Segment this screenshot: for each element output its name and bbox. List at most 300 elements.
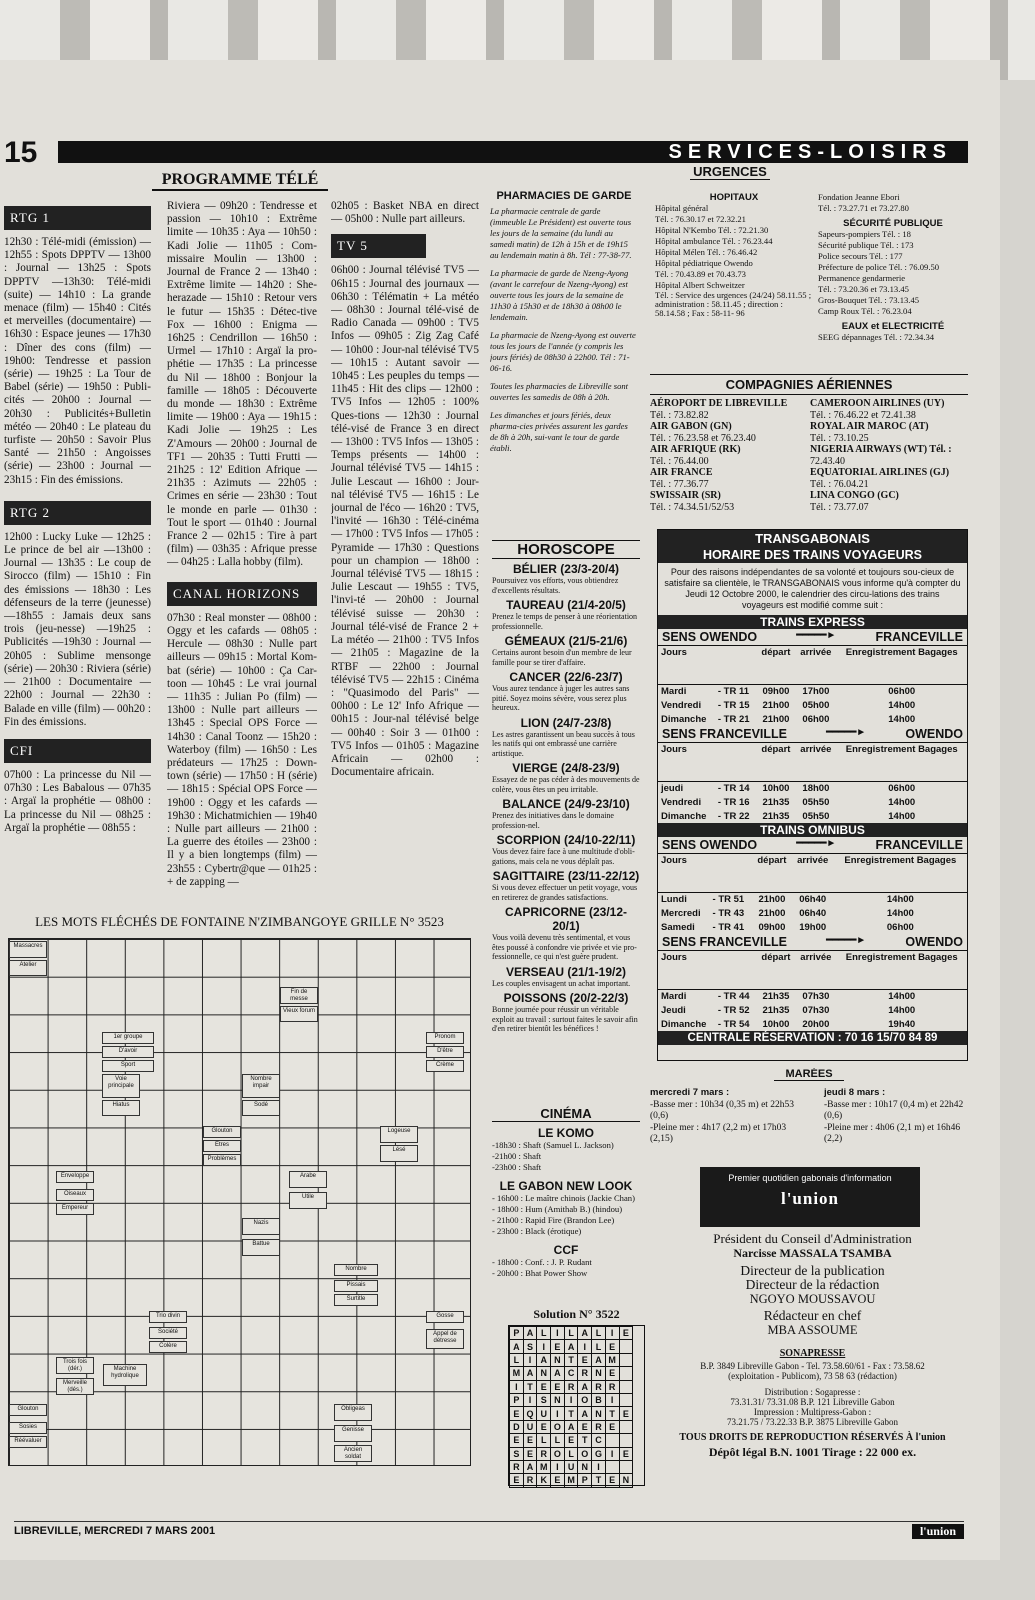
compagnie-line: AÉROPORT DE LIBREVILLE	[650, 398, 788, 409]
clue-cell: Obligeas	[334, 1404, 372, 1421]
clue-cell: Enveloppe	[56, 1171, 94, 1183]
timetable-omnibus-owendo	[658, 837, 967, 934]
pharmacy-item: La pharmacie de Nzeng-Ayong est ouverte tous les jours de l'année (y compris les jours fériés) de 08h30 à 22h00. Tél : 71-06-16.	[490, 330, 636, 373]
solution-cell: A	[578, 1380, 592, 1393]
solution-cell: A	[523, 1327, 537, 1340]
solution-cell: I	[564, 1393, 578, 1406]
table-row	[658, 906, 967, 920]
hopital-line: Hôpital ambulance Tél. : 76.23.44	[655, 236, 773, 246]
solution-cell: O	[578, 1393, 592, 1406]
horoscope-text: Prenez le temps de penser à une réorientation professionnelle.	[492, 612, 638, 631]
cinema-section	[492, 1106, 640, 1316]
credit-line: NGOYO MOUSSAVOU	[749, 1292, 876, 1306]
securite-line: Sapeurs-pompiers Tél. : 18	[818, 229, 911, 239]
komo-line: -21h00 : Shaft	[492, 1151, 542, 1161]
eaux-line: SEEG dépannages Tél. : 72.34.34	[818, 332, 935, 342]
timetable-cell: 21h00	[762, 713, 790, 725]
solution-cell: E	[619, 1447, 633, 1460]
table-row	[658, 684, 967, 698]
timetable-header: Enregistrement Bagages	[836, 951, 967, 989]
horoscope-sign: VIERGE (24/8-23/9)	[512, 761, 620, 775]
arrow-right-icon: ━━━━━►	[826, 727, 867, 738]
solution-cell: R	[537, 1447, 551, 1460]
compagnies-left	[650, 398, 810, 513]
compagnie-line: NIGERIA AIRWAYS (WT) Tél. :	[810, 444, 952, 455]
horoscope-sign: SCORPION (24/10-22/11)	[496, 833, 636, 847]
komo-title: LE KOMO	[538, 1126, 594, 1140]
direction-header	[658, 726, 967, 743]
securite-title: SÉCURITÉ PUBLIQUE	[843, 218, 943, 229]
compagnies-box	[650, 374, 968, 520]
timetable-cell: 10h00	[762, 1018, 790, 1030]
solution-cell: L	[592, 1340, 606, 1353]
compagnie-line: Tél. : 73.82.82	[650, 409, 709, 421]
solution-cell: B	[592, 1393, 606, 1406]
timetable-cell: 14h00	[888, 990, 916, 1002]
credit-line: TOUS DROITS DE REPRODUCTION RÉSERVÉS À l'union	[679, 1432, 946, 1443]
timetable-cell: 07h30	[802, 990, 830, 1002]
new-look-line: - 21h00 : Rapid Fire (Brandon Lee)	[492, 1215, 615, 1225]
timetable-cell: Mardi	[661, 990, 687, 1002]
timetable-cell: - TR 11	[717, 685, 750, 697]
solution-cell: T	[523, 1380, 537, 1393]
solution-cell: E	[551, 1340, 565, 1353]
timetable-cell: 17h00	[802, 685, 830, 697]
pharmacy-item: La pharmacie de garde de Nzeng-Ayong (avant le carrefour de Nzeng-Ayong) est ouverte tous les jours de la semaine de 11h30 à 15h30 et de 18h30 à 08h00 le lendemain.	[490, 268, 629, 322]
credit-line: Distribution : Sogapresse :	[764, 1387, 861, 1397]
trains-box	[657, 529, 968, 1061]
securite-line: Sécurité publique Tél. : 173	[818, 240, 914, 250]
maree-line: -Pleine mer : 4h17 (2,2 m) et 17h03 (2,15)	[650, 1122, 787, 1144]
ccf-title: CCF	[553, 1243, 579, 1257]
solution-cell: E	[605, 1367, 619, 1380]
timetable-cell: Lundi	[661, 893, 687, 905]
solution-cell: E	[605, 1340, 619, 1353]
timetable-cell: 21h35	[762, 796, 790, 808]
solution-cell: E	[619, 1327, 633, 1340]
clue-cell: Trois fois (dér.)	[56, 1357, 94, 1374]
solution-cell: T	[578, 1434, 592, 1447]
timetable-cell: 20h00	[802, 1018, 830, 1030]
clue-cell: Hiatus	[102, 1100, 140, 1116]
timetable-cell: 19h40	[888, 1018, 916, 1030]
solution-cell: T	[605, 1407, 619, 1420]
securite-line: Camp Roux Tél. : 76.23.04	[818, 306, 912, 316]
hopital-line: Tél. : Service des urgences (24/24) 58.11.55 ; administration : 58.11.45 ; direction : 58.14.58 ; Fax : 58-11- 96	[655, 290, 812, 318]
solution-cell: U	[537, 1407, 551, 1420]
compagnie-line: EQUATORIAL AIRLINES (GJ)	[810, 467, 950, 478]
solution-cell: L	[537, 1434, 551, 1447]
solution-cell: L	[510, 1353, 524, 1366]
hopital-line: Hôpital général	[655, 203, 709, 213]
solution-cell: E	[537, 1380, 551, 1393]
credit-line: Directeur de la rédaction	[745, 1277, 880, 1292]
timetable-cell: 05h00	[802, 699, 830, 711]
timetable-cell: 09h00	[762, 685, 790, 697]
union-tagline: Premier quotidien gabonais d'information	[728, 1173, 892, 1183]
timetable-cell: Jeudi	[661, 1004, 686, 1016]
compagnie-line: SWISSAIR (SR)	[650, 490, 721, 501]
solution-cell: I	[578, 1340, 592, 1353]
hopital-line: Hôpital Albert Schweitzer	[655, 280, 745, 290]
maree-day: mercredi 7 mars :	[650, 1087, 730, 1098]
solution-cell: P	[578, 1474, 592, 1487]
securite-line: Permanence gendarmerie	[818, 273, 906, 283]
pharmacies-title: PHARMACIES DE GARDE	[496, 190, 632, 202]
solution-cell: A	[564, 1420, 578, 1433]
horoscope-section	[492, 540, 640, 1060]
solution-cell: E	[523, 1447, 537, 1460]
hopital-line: Hôpital pédiatrique Owendo	[655, 258, 753, 268]
solution-cell: M	[537, 1460, 551, 1473]
horoscope-sign: CAPRICORNE (23/12-20/1)	[504, 905, 628, 933]
new-look-line: - 18h00 : Hum (Amithab B.) (hindou)	[492, 1204, 623, 1214]
compagnie-line: Tél. : 76.04.21	[810, 478, 869, 490]
clue-cell: Nombre impair	[242, 1074, 280, 1098]
hopital-line: Tél. : 70.43.89 et 70.43.73	[655, 269, 746, 279]
table-row	[658, 1003, 967, 1017]
compagnie-line: AIR GABON (GN)	[650, 421, 732, 432]
solution-cell: U	[564, 1460, 578, 1473]
compagnie-line: Tél. : 76.23.58 et 76.23.40	[650, 432, 756, 444]
timetable-header: départ	[752, 854, 792, 892]
timetable-cell: 21h00	[758, 907, 786, 919]
solution-cell: P	[510, 1327, 524, 1340]
horoscope-text: Poursuivez vos efforts, vous obtiendrez d'excellents résultats.	[492, 576, 619, 595]
cfi-continued-listing: Riviera — 09h20 : Tendresse et passion — 10h10 : Extrême limite — 10h35 : Aya — 10h50 : Kadi Jolie — 11h05 : Com-missaire Moulin — 13h00 : Journal de France 2 — 13h40 : Extrême limite — 14h20 : She-herazade — 15h10 : Retour vers le futur — 15h35 : Détec-tive Fox — 16h00 : Enigma — 16h25 : Cendrillon — 16h50 : Urmel — 17h10 : Argaï la pro-phétie — 17h35 : La princesse du Nil — 18h00 : Bonjour la famille — 18h05 : Découverte du monde — 18h30 : Extrême limite — 19h00 : Aya — 19h15 : Kadi Jolie — 19h25 : Les Z'Amours — 20h00 : Journal de TF1 — 20h35 : Tutti Frutti — 21h25 : 12' Edition Afrique — 21h35 : Azimuts — 22h05 : Crimes en série — 23h30 : Tout le monde en parle — 01h30 : Tout le sport — 01h40 : Journal France 2 — 02h15 : Tire à part (film) — 03h35 : Afrique presse — 04h25 : Lalla hobby (film).	[167, 200, 317, 569]
solution-cell: A	[564, 1340, 578, 1353]
arrow-right-icon: ━━━━━►	[826, 935, 867, 946]
horoscope-text: Les astres garantissent un beau succès à tous les natifs qui ont embrassé une carrière artistique.	[492, 729, 635, 758]
timetable	[658, 743, 967, 823]
clue-cell: Fin de messe	[280, 987, 318, 1004]
compagnie-line: 72.43.40	[810, 455, 845, 467]
timetable-cell: 14h00	[888, 713, 916, 725]
trains-title-1: TRANSGABONAIS	[658, 530, 967, 547]
compagnie-line: Tél. : 74.34.51/52/53	[650, 501, 735, 513]
timetable-cell: 14h00	[888, 796, 916, 808]
timetable-header: arrivée	[792, 854, 834, 892]
horoscope-sign: VERSEAU (21/1-19/2)	[505, 964, 627, 979]
solution-cell: E	[551, 1380, 565, 1393]
table-row	[658, 1017, 967, 1031]
timetable-header: Enregistrement Bagages	[836, 646, 967, 684]
clue-cell: Ancien soldat	[334, 1445, 372, 1462]
union-credits	[660, 1232, 965, 1459]
horoscope-list	[492, 562, 640, 1034]
timetable-cell: 06h00	[888, 685, 916, 697]
channel-band-rtg1: RTG 1	[4, 206, 151, 230]
timetable-cell: - TR 41	[712, 921, 745, 933]
clue-cell: Atelier	[9, 960, 47, 976]
komo-line: -23h00 : Shaft	[492, 1162, 542, 1172]
table-row	[658, 712, 967, 726]
section-bar: SERVICES-LOISIRS	[58, 141, 968, 163]
timetable-cell: - TR 21	[717, 713, 750, 725]
credit-line: MBA ASSOUME	[767, 1323, 858, 1337]
solution-cell	[605, 1434, 619, 1447]
timetable-cell: 14h00	[888, 699, 916, 711]
solution-grid	[508, 1325, 645, 1486]
compagnie-line: Tél. : 77.36.77	[650, 478, 709, 490]
compagnies-right	[810, 398, 968, 513]
timetable-header: arrivée	[795, 646, 836, 684]
solution-cell: I	[605, 1327, 619, 1340]
solution-cell: I	[605, 1447, 619, 1460]
clue-cell: Logeuse	[380, 1126, 418, 1143]
timetable-express-franceville	[658, 726, 967, 823]
clue-cell: Problèmes	[203, 1154, 241, 1166]
direction-to: FRANCEVILLE	[875, 630, 963, 644]
credit-line: SONAPRESSE	[779, 1348, 846, 1359]
clue-cell: Voie principale	[102, 1074, 140, 1098]
union-masthead	[700, 1167, 920, 1227]
horoscope-sign: CANCER (22/6-23/7)	[509, 670, 623, 684]
timetable-cell: Dimanche	[661, 810, 707, 822]
hopitaux-title: HOPITAUX	[709, 192, 759, 203]
channel-band-canal: CANAL HORIZONS	[167, 582, 317, 606]
solution-cell: E	[619, 1407, 633, 1420]
solution-cell: M	[510, 1367, 524, 1380]
solution-cell: T	[564, 1407, 578, 1420]
solution-cell: I	[605, 1393, 619, 1406]
horoscope-sign: GÉMEAUX (21/5-21/6)	[504, 634, 628, 648]
timetable-header: départ	[757, 646, 796, 684]
tv-column-1	[4, 200, 151, 900]
solution-cell: N	[592, 1367, 606, 1380]
timetable-cell: 18h00	[802, 782, 830, 794]
timetable-cell: 21h00	[762, 699, 790, 711]
solution-cell: A	[523, 1367, 537, 1380]
compagnies-title: COMPAGNIES AÉRIENNES	[650, 375, 968, 395]
clue-cell: Société	[149, 1327, 187, 1339]
credit-line: Rédacteur en chef	[763, 1308, 862, 1323]
programme-title: PROGRAMME TÉLÉ	[152, 171, 328, 191]
gabon-new-look-title: LE GABON NEW LOOK	[499, 1179, 633, 1193]
solution-cell: A	[578, 1327, 592, 1340]
solution-cell: E	[551, 1474, 565, 1487]
compagnie-line: LINA CONGO (GC)	[810, 490, 899, 501]
clue-cell: Utile	[289, 1192, 327, 1209]
tv-column-3	[331, 200, 479, 900]
solution-cell: U	[523, 1420, 537, 1433]
solution-cell: M	[605, 1353, 619, 1366]
timetable-header: Enregistrement Bagages	[834, 854, 967, 892]
page-footer	[14, 1521, 964, 1539]
timetable-cell: 06h00	[888, 782, 916, 794]
hopital-line: Hôpital N'Kembo Tél. : 72.21.30	[655, 225, 769, 235]
timetable	[658, 646, 967, 726]
solution-cell: N	[537, 1367, 551, 1380]
timetable-cell: 19h00	[799, 921, 827, 933]
maree-line: -Basse mer : 10h34 (0,35 m) et 22h53 (0,6)	[650, 1099, 795, 1121]
solution-cell: A	[537, 1353, 551, 1366]
horoscope-text: Prenez des initiatives dans le domaine profession-nel.	[492, 811, 614, 830]
omnibus-band: TRAINS OMNIBUS	[658, 823, 967, 837]
clue-cell: Lésé	[380, 1145, 418, 1162]
horoscope-text: Bonne journée pour réussir un véritable exploit au travail : surtout faites le savoir afin d'en retirer bientôt les bénéfices !	[492, 1005, 638, 1033]
solution-cell: A	[523, 1460, 537, 1473]
footer-dateline: LIBREVILLE, MERCREDI 7 MARS 2001	[14, 1525, 216, 1537]
pharmacy-item: La pharmacie centrale de garde (immeuble Le Président) est ouverte tous les jours de la semaine (du lundi au samedi matin) de 12h à 15h et de 19h15 au lendemain matin à 8h. Tél : 77-38-77.	[490, 206, 632, 260]
horoscope-sign: BÉLIER (23/3-20/4)	[512, 562, 620, 576]
solution-cell: N	[619, 1474, 633, 1487]
timetable-header: départ	[757, 743, 796, 781]
tv-column-2	[167, 200, 317, 900]
timetable-cell: Mercredi	[661, 907, 701, 919]
credit-line: Dépôt légal B.N. 1001 Tirage : 22 000 ex.	[708, 1445, 917, 1459]
clue-cell: Massacres	[9, 941, 47, 958]
direction-to: OWENDO	[905, 935, 963, 949]
solution-cell: E	[537, 1420, 551, 1433]
ccf-line: - 18h00 : Conf. : J. P. Rudant	[492, 1257, 592, 1267]
solution-cell: I	[537, 1340, 551, 1353]
solution-cell: S	[510, 1447, 524, 1460]
solution-cell	[605, 1460, 619, 1473]
pharmacy-item: Les dimanches et jours fériés, deux pharma-cies privées assurent les gardes de 8h à 20h, sui-vant le tour de garde établi.	[490, 410, 628, 453]
solution-cell: N	[551, 1393, 565, 1406]
clue-cell: Sport	[102, 1060, 154, 1072]
horoscope-text: Certains auront besoin d'un membre de leur famille pour se tirer d'affaire.	[492, 648, 632, 667]
solution-title: Solution N° 3522	[533, 1307, 620, 1321]
clue-cell: Glouton	[9, 1404, 47, 1416]
table-row	[658, 809, 967, 823]
clue-cell: Nazis	[242, 1218, 280, 1235]
credit-line: B.P. 3849 Libreville Gabon - Tel. 73.58.60/61 - Fax : 73.58.62	[700, 1361, 925, 1371]
solution-cell: L	[564, 1327, 578, 1340]
marees-section	[650, 1068, 968, 1152]
clue-cell: Machine hydrolique	[103, 1364, 147, 1386]
clue-cell: Battue	[242, 1239, 280, 1256]
timetable-header: arrivée	[795, 951, 836, 989]
ccf-line: - 20h00 : Bhat Power Show	[492, 1268, 588, 1278]
direction-from: SENS OWENDO	[662, 630, 758, 644]
trains-title-2: HORAIRE DES TRAINS VOYAGEURS	[658, 547, 967, 563]
rtg2-listing: 12h00 : Lucky Luke — 12h25 : Le prince de bel air —13h00 : Journal — 13h35 : Le coup de Sirocco (film) — 15h10 : Fin des émissions — 18h30 : Les défenseurs de la terre (jeunesse) —18h55 : Jamais deux sans trois (jeu-nesse) —19h25 : Publicités —19h30 : Journal — 20h05 : Sublime mensonge (série) — 20h30 : Riviera (série) — 21h00 : Documentaire — 22h00 : Journal — 22h30 : Balade en ville (film) — 00h20 : Fin des émissions.	[4, 530, 151, 728]
credit-line: Président du Conseil d'Administration	[713, 1231, 912, 1246]
timetable-cell: 05h50	[802, 810, 830, 822]
solution-cell	[619, 1420, 633, 1433]
maree-line: -Basse mer : 10h17 (0,4 m) et 22h42 (0,6)	[823, 1099, 964, 1121]
solution-cell	[619, 1353, 633, 1366]
clue-cell: Nombre	[334, 1264, 378, 1276]
solution-cell: N	[578, 1460, 592, 1473]
clue-cell: Colère	[149, 1341, 187, 1353]
clue-cell: Sosies	[9, 1422, 47, 1434]
solution-cell: R	[510, 1460, 524, 1473]
hopital-line: Tél. : 76.30.17 et 72.32.21	[655, 214, 746, 224]
rtg1-listing: 12h30 : Télé-midi (émission) —12h55 : Spots DPPTV — 13h00 : Journal — 13h25 : Spots DPPTV —13h30: Télé-midi (suite) — 14h10 : La grande menace (film) — 15h40 : Cités et merveilles (documentaire) — 16h30 : Espace jeunes — 17h30 : Dîner des cons (film) — 19h00: Tendresse et passion (série) — 19h25 : La Tour de Babel (série) — 19h50 : Publi-cités — 20h00 : Journal — 20h30 : Publicités+Bulletin météo — 20h40 : Le plateau du turfiste — 20h50 : Savoir Plus Santé — 21h50 : Angoisses (série) — 23h00 : Journal — 23h15 : Fin des émissions.	[4, 236, 151, 486]
hopital-line: Hôpital Mélen Tél. : 76.46.42	[655, 247, 758, 257]
timetable-cell: Dimanche	[661, 1018, 707, 1030]
horoscope-title: HOROSCOPE	[492, 540, 640, 559]
solution-cell	[619, 1434, 633, 1447]
clue-cell: Appel de détresse	[426, 1329, 464, 1349]
clue-cell: Glouton	[203, 1126, 241, 1138]
solution-cell: R	[523, 1474, 537, 1487]
securite-line: Préfecture de police Tél. : 76.09.50	[818, 262, 940, 272]
clue-cell: Pissais	[334, 1280, 378, 1292]
compagnie-line: CAMEROON AIRLINES (UY)	[810, 398, 945, 409]
solution-cell: E	[578, 1353, 592, 1366]
timetable-cell: - TR 14	[717, 782, 750, 794]
hopitaux-list	[655, 192, 813, 362]
timetable-cell: Vendredi	[661, 699, 702, 711]
clue-cell: Genisse	[334, 1425, 372, 1442]
horoscope-sign: SAGITTAIRE (23/11-22/12)	[492, 869, 640, 883]
timetable-cell: 21h35	[762, 1004, 790, 1016]
solution-cell: E	[510, 1474, 524, 1487]
solution-cell: E	[578, 1420, 592, 1433]
timetable-cell: 14h00	[888, 810, 916, 822]
channel-band-cfi: CFI	[4, 739, 151, 763]
solution-cell: R	[578, 1367, 592, 1380]
solution-cell: I	[551, 1327, 565, 1340]
cinema-title: CINÉMA	[492, 1106, 640, 1122]
new-look-line: - 16h00 : Le maître chinois (Jackie Chan)	[492, 1193, 635, 1203]
timetable-cell: 14h00	[888, 1004, 916, 1016]
solution-cell: N	[592, 1407, 606, 1420]
timetable-omnibus-franceville	[658, 934, 967, 1031]
timetable-cell: 21h00	[758, 893, 786, 905]
pharmacy-item: Toutes les pharmacies de Libreville sont ouvertes les samedis de 08h à 20h.	[490, 381, 629, 402]
table-row	[658, 920, 967, 934]
centrale-reservation: CENTRALE RÉSERVATION : 70 16 15/70 84 89	[658, 1031, 967, 1045]
timetable-cell: - TR 54	[717, 1018, 750, 1030]
timetable-cell: Mardi	[661, 685, 687, 697]
credit-line: (exploitation - Publicom), 73 58 63 (rédaction)	[728, 1371, 897, 1381]
credit-line: Narcisse MASSALA TSAMBA	[733, 1246, 892, 1260]
timetable-cell: - TR 44	[717, 990, 750, 1002]
timetable-header: Jours	[658, 743, 757, 781]
solution-cell	[619, 1340, 633, 1353]
table-row	[658, 892, 967, 906]
clue-cell: Surtitle	[334, 1294, 378, 1306]
horoscope-sign: POISSONS (20/2-22/3)	[503, 991, 629, 1005]
clue-cell: D'avoir	[102, 1046, 154, 1058]
table-row	[658, 698, 967, 712]
timetable-header: Jours	[658, 646, 757, 684]
timetable-cell: 07h30	[802, 1004, 830, 1016]
solution-cell: I	[510, 1380, 524, 1393]
credit-line: Directeur de la publication	[740, 1263, 885, 1278]
timetable-cell: Samedi	[661, 921, 695, 933]
horoscope-text: Essayez de ne pas céder à des mouvements de colère, vous êtes un peu irritable.	[492, 775, 640, 794]
solution-cell	[619, 1380, 633, 1393]
horoscope-text: Vous devez faire face à une multitude d'obli-gations, mais cela ne vous déplaît pas.	[492, 847, 635, 866]
direction-to: FRANCEVILLE	[875, 838, 963, 852]
clue-cell: Crème	[426, 1060, 464, 1072]
timetable-cell: 06h00	[886, 921, 914, 933]
horoscope-sign: LION (24/7-23/8)	[520, 715, 612, 730]
timetable-header: Jours	[658, 951, 757, 989]
timetable	[658, 951, 967, 1031]
solution-cell: E	[510, 1434, 524, 1447]
clue-cell: Merveille (dés.)	[56, 1378, 94, 1395]
solution-cell: L	[537, 1327, 551, 1340]
solution-cell: E	[605, 1420, 619, 1433]
horoscope-text: Si vous devez effectuer un petit voyage, vous en retirerez de grandes satisfactions.	[492, 883, 638, 902]
securite-line: Tél. : 73.20.36 et 73.13.45	[818, 284, 909, 294]
solution-cell: O	[551, 1447, 565, 1460]
solution-cell: I	[523, 1393, 537, 1406]
solution-cell: I	[551, 1407, 565, 1420]
timetable-cell: 21h35	[762, 990, 790, 1002]
solution-cell: E	[564, 1434, 578, 1447]
solution-cell: M	[564, 1474, 578, 1487]
maree-line: -Pleine mer : 4h06 (2,1 m) et 16h46 (2,2)	[823, 1122, 961, 1144]
clue-cell: 1er groupe	[102, 1032, 154, 1044]
